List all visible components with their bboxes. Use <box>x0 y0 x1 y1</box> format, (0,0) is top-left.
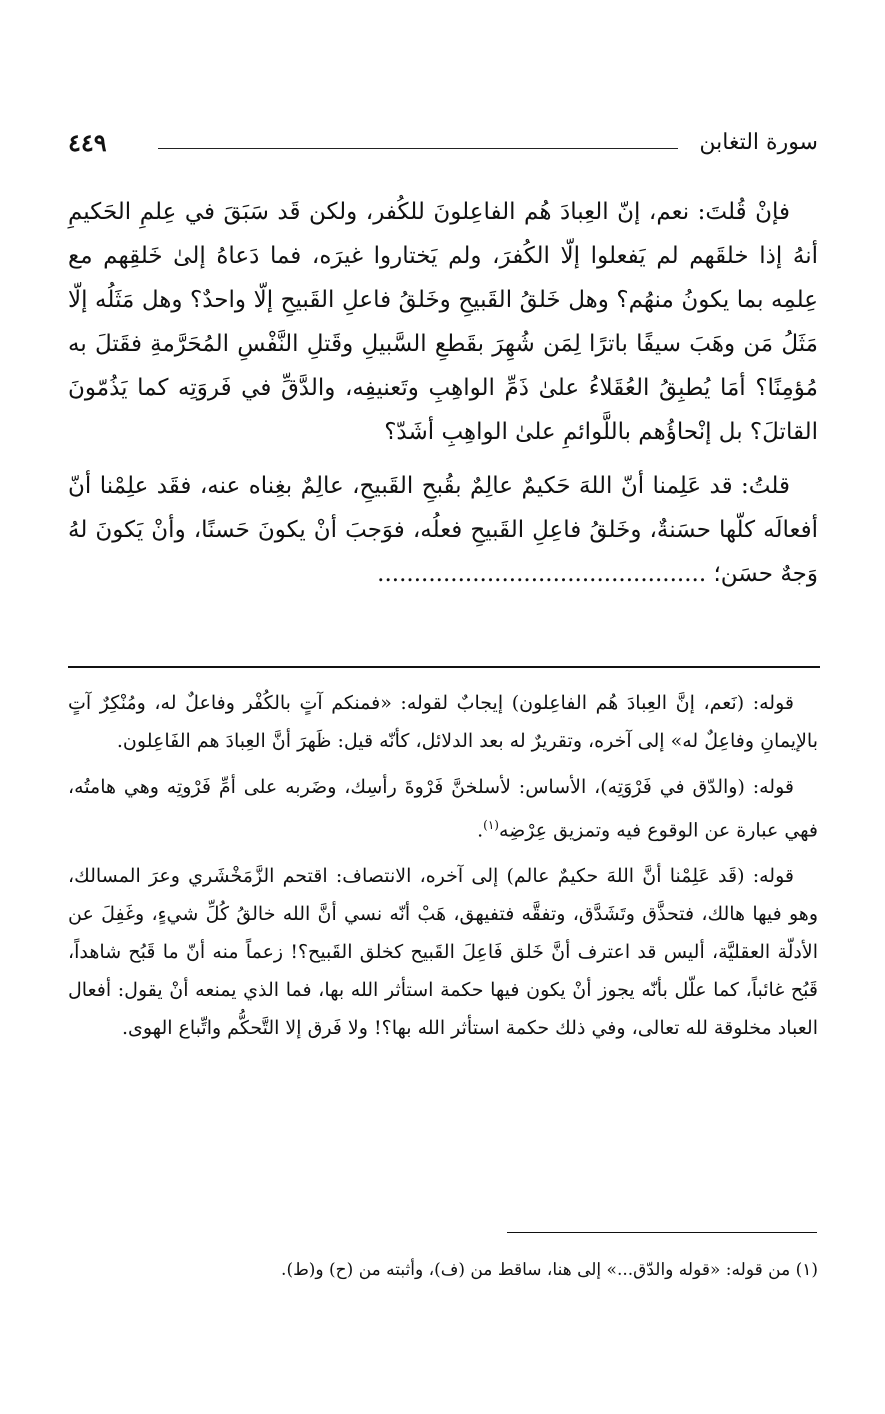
surah-title: سورة التغابن <box>699 130 818 155</box>
footnote-marker[interactable]: (١) <box>483 818 499 832</box>
commentary-paragraph-2-text: قوله: (والدّق في فَرْوَتِه)، الأساس: لأسلخنَّ فَرْوةَ رأسِك، وضَربه على أمِّ فَرْوتِه وهي هامتُه، فهي عبارة عن الوقوع فيه وتمزيق عِرْضِه <box>68 776 818 842</box>
commentary-paragraph-1: قوله: (نَعم، إنَّ العِبادَ هُم الفاعِلون) إيجابٌ لقوله: «فمنكم آتٍ بالكُفْر وفاعلٌ له، ومُنْكِرٌ آتٍ بالإيمانِ وفاعِلٌ له» إلى آخره، وتقريرٌ له بعد الدلائل، كأنّه قيل: ظَهرَ أنَّ العِبادَ هم الفَاعِلون. <box>68 692 818 752</box>
main-paragraph-2: قلتُ: قد عَلِمنا أنّ اللهَ حَكيمٌ عالِمٌ بقُبحِ القَبيحِ، عالِمٌ بغِناه عنه، فقَد علِمْنا أنّ أفعالَه كلّها حسَنةٌ، وخَلقُ فاعِلِ القَبيحِ فعلُه، فوَجبَ أنْ يكونَ حَسنًا، وأنْ يَكونَ لهُ وَجهٌ حسَن؛ ............................................. <box>68 473 818 587</box>
commentary-paragraph-3: قوله: (قَد عَلِمْنا أنَّ اللهَ حكيمٌ عالم) إلى آخره، الانتصاف: اقتحم الزَّمَخْشَري وعرَ المسالك، وهو فيها هالك، فتحذَّق وتَشَدَّق، وتفقَّه فتفيهق، هَبْ أنّه نسي أنَّ الله خالقُ كُلِّ شيءٍ، وغَفِلَ عن الأدلّة العقليَّة، أليس قد اعترف أنَّ خَلق فَاعِلَ القَبيح كخلق القَبيح؟! زعماً منه أنّ ما قَبُح شاهداً، قَبُح غائباً، كما علّل بأنّه يجوز أنْ يكون فيها حكمة استأثر الله بها، فما الذي يمنعه أنْ يقول: أفعال العباد مخلوقة لله تعالى، وفي ذلك حكمة استأثر الله بها؟! ولا فَرق إلا التَّحكُّم واتِّباع الهوى. <box>68 865 818 1040</box>
main-text <box>68 190 818 606</box>
commentary-paragraph-2: قوله: (والدّق في فَرْوَتِه)، الأساس: لأسلخنَّ فَرْوةَ رأسِك، وضَربه على أمِّ فَرْوتِه وهي هامتُه، فهي عبارة عن الوقوع فيه وتمزيق عِرْضِه$^{(١)}$. <box>68 776 818 842</box>
main-paragraph-1: فإنْ قُلتَ: نعم، إنّ العِبادَ هُم الفاعِلونَ للكُفر، ولكن قَد سَبَقَ في عِلمِ الحَكيمِ أنهُ إذا خلقَهم لم يَفعلوا إلّا الكُفرَ، ولم يَختاروا غيرَه، فما دَعاهُ إلىٰ خَلقِهم مع عِلمِه بما يكونُ منهُم؟ وهل خَلقُ القَبيحِ وخَلقُ فاعلِ القَبيحِ إلّا واحدٌ؟ وهل مَثَلُه إلّا مَثَلُ مَن وهَبَ سيفًا باترًا لِمَن شُهِرَ بقَطعِ السَّبيلِ وقَتلِ النَّفْسِ المُحَرَّمةِ فقَتلَ به مُؤمِنًا؟ أمَا يُطبِقُ العُقَلاءُ علىٰ ذَمِّ الواهِبِ وتَعنيفِه، والدَّقِّ في فَروَتِه كما يَذُمّونَ القاتلَ؟ بل إنْحاؤُهم باللَّوائمِ علىٰ الواهِبِ أشَدّ؟ <box>68 199 818 445</box>
page-header <box>68 128 818 168</box>
footnote-rule <box>507 1232 817 1233</box>
footnote: (١) من قوله: «قوله والدّق...» إلى هنا، ساقط من (ف)، وأثبته من (ح) و(ط). <box>281 1260 818 1280</box>
page-number: ٤٤٩ <box>68 128 107 157</box>
section-divider <box>68 666 820 668</box>
commentary <box>68 684 818 1055</box>
header-rule <box>158 148 678 149</box>
